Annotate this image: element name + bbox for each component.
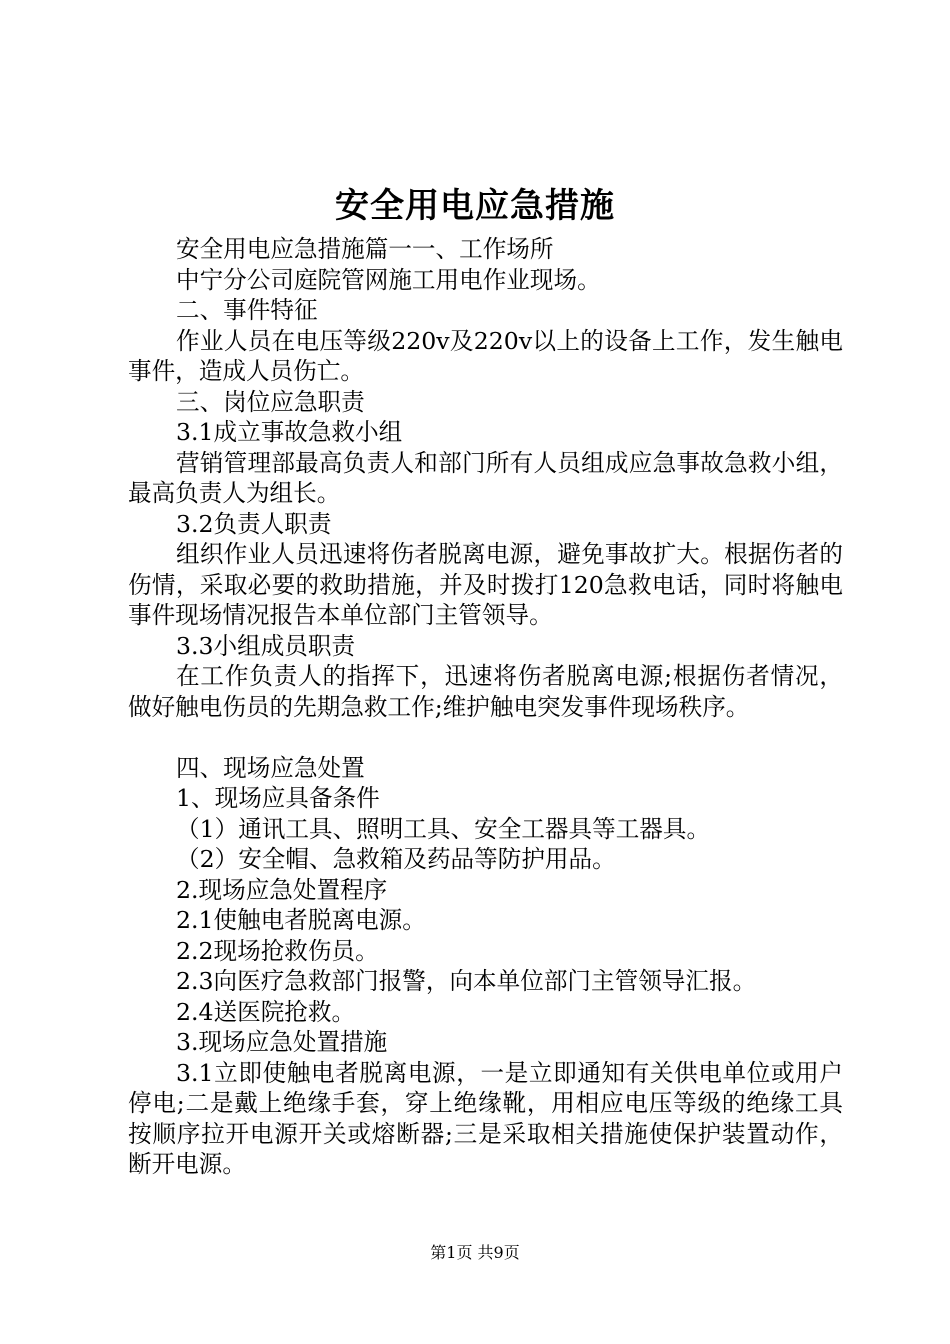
paragraph: 3.1立即使触电者脱离电源，一是立即通知有关供电单位或用户停电;二是戴上绝缘手套，穿上绝缘靴，用相应电压等级的绝缘工具按顺序拉开电源开关或熔断器;三是采取相关措施使保护装置动作，断开电源。	[128, 1058, 843, 1178]
list-item: （2）安全帽、急救箱及药品等防护用品。	[176, 845, 616, 873]
section-heading: 四、现场应急处置	[176, 753, 365, 782]
subsection-heading: 1、现场应具备条件	[176, 784, 380, 812]
subsection-heading: 3.3小组成员职责	[176, 631, 356, 660]
subsection-heading: 3.1成立事故急救小组	[176, 418, 403, 446]
paragraph: 中宁分公司庭院管网施工用电作业现场。	[176, 265, 601, 294]
list-item: 2.3向医疗急救部门报警，向本单位部门主管领导汇报。	[176, 967, 757, 995]
list-item: 2.1使触电者脱离电源。	[176, 906, 426, 934]
section-heading: 二、事件特征	[176, 296, 318, 324]
subsection-heading: 2.现场应急处置程序	[176, 875, 388, 904]
document-body	[128, 234, 843, 1180]
section-heading: 三、岗位应急职责	[176, 387, 365, 416]
document-title: 安全用电应急措施	[335, 186, 615, 226]
list-item: 2.4送医院抢救。	[176, 997, 356, 1026]
paragraph: 营销管理部最高负责人和部门所有人员组成应急事故急救小组，最高负责人为组长。	[128, 448, 843, 507]
paragraph: 作业人员在电压等级220v及220v以上的设备上工作，发生触电事件，造成人员伤亡。	[128, 326, 843, 385]
list-item: （1）通讯工具、照明工具、安全工器具等工器具。	[176, 814, 711, 843]
paragraph: 安全用电应急措施篇一一、工作场所	[176, 235, 554, 263]
list-item: 2.2现场抢救伤员。	[176, 936, 379, 965]
paragraph: 在工作负责人的指挥下，迅速将伤者脱离电源;根据伤者情况，做好触电伤员的先期急救工作;维护触电突发事件现场秩序。	[128, 662, 843, 721]
blank-line	[128, 722, 843, 753]
subsection-heading: 3.现场应急处置措施	[176, 1028, 388, 1056]
page-number-footer: 第1页 共9页	[430, 1243, 520, 1262]
paragraph: 组织作业人员迅速将伤者脱离电源，避免事故扩大。根据伤者的伤情，采取必要的救助措施，并及时拨打120急救电话，同时将触电事件现场情况报告本单位部门主管领导。	[128, 540, 843, 629]
subsection-heading: 3.2负责人职责	[176, 509, 332, 538]
